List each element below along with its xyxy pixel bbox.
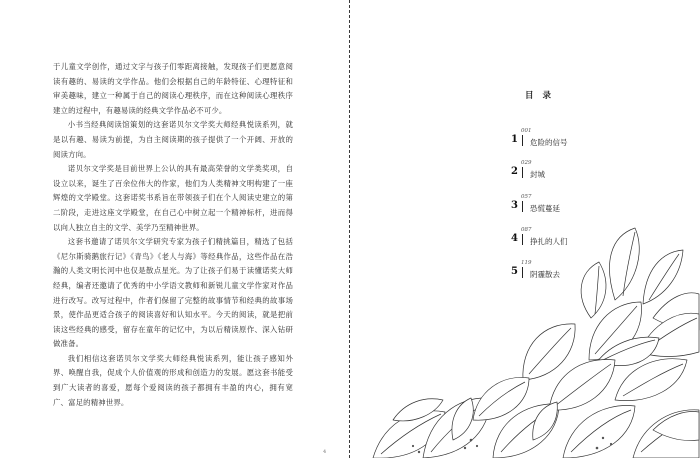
toc-page-number: 029 [521, 160, 532, 166]
chapter-title: 阴霾散去 [530, 270, 560, 279]
toc-page-number: 057 [521, 194, 532, 200]
chapter-divider [522, 135, 523, 146]
gutter-fold-line [349, 0, 350, 458]
chapter-number: 4 [511, 233, 518, 244]
chapter-number: 2 [511, 166, 518, 177]
chapter-number: 3 [511, 200, 518, 211]
right-page [353, 0, 700, 458]
toc-entry-5[interactable] [511, 260, 631, 286]
chapter-title: 封城 [530, 170, 545, 179]
toc-entry-3[interactable] [511, 194, 631, 220]
chapter-number: 5 [511, 266, 518, 277]
toc-entry-4[interactable] [511, 227, 631, 253]
chapter-divider [522, 267, 523, 278]
left-page [0, 0, 347, 458]
toc-entry-2[interactable] [511, 160, 631, 186]
chapter-divider [522, 234, 523, 245]
toc-title: 目 录 [525, 91, 554, 101]
toc-page-number: 087 [521, 227, 532, 233]
paragraph: 这套书邀请了诺贝尔文学研究专家为孩子们精挑篇目，精选了包括《尼尔斯骑鹅旅行记》《青鸟》《老人与海》等经典作品，这些作品在浩瀚的人类文明长河中也仅是散点星光。为了让孩子们易于读懂诺奖大师经典，编者还邀请了优秀的中小学语文教师和新锐儿童文学作家对作品进行改写。改写过程中，作者们保留了完整的故事情节和经典的故事场景，使作品更适合孩子的阅读喜好和认知水平。今天的阅读，就是把前读这些经典的感受，留存在童年的记忆中，为以后精读原作、深入钻研做准备。 [53, 237, 293, 349]
paragraph: 我们相信这套诺贝尔文学奖大师经典悦读系列，能让孩子感知外界、唤醒自我，促成个人价值观的形成和创造力的发展。愿这套书能受到广大读者的喜爱，愿每个爱阅读的孩子都拥有丰盈的内心，拥有宽广、富足的精神世界。 [53, 353, 293, 407]
preface-body [53, 60, 293, 410]
chapter-number: 1 [511, 134, 518, 145]
chapter-divider [522, 201, 523, 212]
chapter-title: 恐慌蔓延 [530, 204, 560, 213]
toc-entry-1[interactable] [511, 128, 631, 154]
chapter-title: 挣扎的人们 [530, 237, 568, 246]
chapter-title: 危险的信号 [530, 138, 568, 147]
paragraph: 诺贝尔文学奖是目前世界上公认的具有最高荣誉的文学类奖项，自设立以来，诞生了百余位伟大的作家，他们为人类精神文明构建了一座辉煌的文学殿堂。这套诺奖书系旨在带领孩子们在个人阅读史建立的第二阶段，走进这座文学殿堂，在自己心中树立起一个精神标杆，进而得以向人独立自主的文学、美学乃至精神世界。 [53, 164, 293, 232]
chapter-divider [522, 167, 523, 178]
paragraph: 小书当经典阅读馆策划的这套诺贝尔文学奖大师经典悦读系列，就是以有趣、易读为前提，为自主阅读期的孩子提供了一个开阔、开放的阅读方向。 [53, 120, 293, 159]
toc-page-number: 119 [521, 260, 532, 266]
paragraph: 于儿童文学创作，通过文字与孩子们零距离接触，发现孩子们更愿意阅读有趣的、易读的文学作品。他们会根据自己的年龄特征、心理特征和审美趣味，建立一种属于自己的阅读心理秩序，而在这种阅读心理秩序建立的过程中，有趣易读的经典文学作品必不可少。 [53, 62, 293, 115]
page-number: 4 [323, 449, 327, 455]
toc-page-number: 001 [521, 128, 532, 134]
